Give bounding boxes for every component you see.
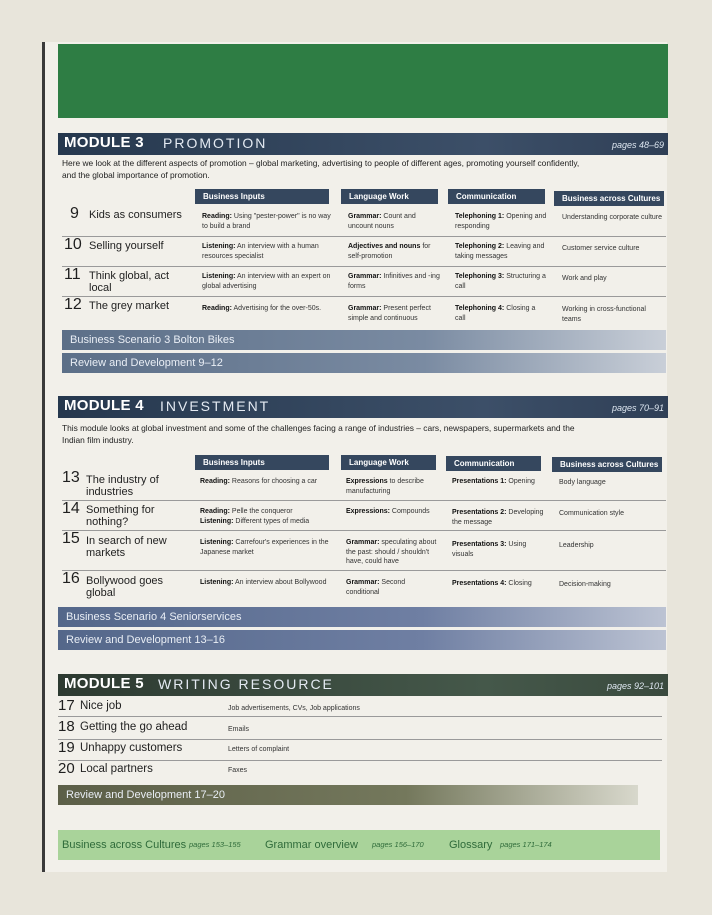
module-3-header [58,133,668,155]
module-label: MODULE 4 [64,397,144,414]
unit-language: Adjectives and nouns for self-promotion [348,243,431,260]
module-title: PROMOTION [163,135,268,151]
unit-number: 17 [58,697,75,714]
unit-communication: Presentations 3: Using visuals [452,541,527,558]
unit-culture: Body language [559,479,606,486]
header-business-inputs: Business Inputs [195,189,329,204]
row-divider [62,266,666,267]
unit-language: Grammar: Present perfect simple and continuous [348,305,431,322]
unit-title: Something for nothing? [86,504,155,528]
footer-resources [58,830,660,860]
row-divider [62,570,666,571]
header-language-work: Language Work [341,455,436,470]
unit-communication: Telephoning 2: Leaving and taking messages [455,243,545,260]
unit-number: 13 [62,469,80,486]
unit-language: Grammar: Second conditional [346,579,406,596]
unit-communication: Presentations 1: Opening [452,478,535,485]
unit-communication: Telephoning 1: Opening and responding [455,213,547,230]
unit-title: Unhappy customers [80,742,183,754]
unit-inputs: Reading: Reasons for choosing a car [200,478,318,485]
review-bar: Review and Development 17–20 [58,785,638,805]
row-divider [62,500,666,501]
unit-number: 11 [64,266,81,283]
unit-language: Expressions: Compounds [346,508,430,515]
row-divider [58,760,662,761]
header-business-across-cultures: Business across Cultures [554,191,664,206]
unit-number: 9 [70,205,79,222]
unit-description: Letters of complaint [228,746,290,753]
module-5-header [58,674,668,696]
unit-title: The grey market [89,300,170,312]
unit-number: 12 [64,296,82,313]
unit-inputs: Reading: Using "pester-power" is no way to build a brand [202,213,331,230]
unit-title: In search of new markets [86,535,167,559]
footer-culture-pages: pages 153–155 [189,840,241,849]
header-language-work: Language Work [341,189,438,204]
unit-number: 14 [62,500,80,517]
unit-culture: Leadership [559,542,594,549]
unit-title: Bollywood goes global [86,575,164,599]
unit-culture: Customer service culture [562,245,640,252]
unit-inputs: Reading: Advertising for the over-50s. [202,305,322,312]
unit-communication: Telephoning 3: Structuring a call [455,273,546,290]
module-label: MODULE 3 [64,134,144,151]
green-header-band [58,44,668,118]
unit-number: 15 [62,530,80,547]
unit-language: Grammar: Infinitives and -ing forms [348,273,440,290]
review-bar: Review and Development 13–16 [58,630,666,650]
unit-culture: Decision-making [559,581,611,588]
unit-inputs: Listening: An interview with a human resources specialist [202,243,319,260]
module-4-intro: This module looks at global investment and some of the challenges facing a range of industries – cars, newspapers, supermarkets and the Indian film industry. [62,423,575,445]
unit-number: 19 [58,739,75,756]
unit-title: Nice job [80,700,122,712]
row-divider [62,236,666,237]
unit-communication: Telephoning 4: Closing a call [455,305,536,322]
unit-culture: Communication style [559,510,624,517]
unit-communication: Presentations 2: Developing the message [452,509,544,526]
module-pages: pages 48–69 [611,140,664,150]
unit-description: Emails [228,726,250,733]
header-communication: Communication [448,189,545,204]
unit-language: Grammar: speculating about the past: should / shouldn't have, could have [346,539,437,565]
header-communication: Communication [446,456,541,471]
row-divider [58,739,662,740]
unit-culture: Understanding corporate culture [562,214,663,221]
module-pages: pages 92–101 [606,681,664,691]
unit-communication: Presentations 4: Closing [452,580,532,587]
unit-inputs: Listening: Carrefour's experiences in the Japanese market [200,539,329,556]
unit-inputs: Listening: An interview with an expert on global advertising [202,273,331,290]
unit-culture: Working in cross-functional teams [562,306,646,323]
unit-title: Local partners [80,763,153,775]
footer-grammar-pages: pages 156–170 [372,840,424,849]
footer-culture: Business across Cultures [62,839,187,851]
unit-number: 10 [64,236,82,253]
footer-grammar: Grammar overview [265,839,358,851]
unit-title: The industry of industries [86,474,159,498]
unit-number: 20 [58,760,75,777]
unit-title: Think global, act local [89,270,170,294]
module-4-header [58,396,668,418]
unit-description: Job advertisements, CVs, Job applications [228,705,360,712]
unit-number: 18 [58,718,75,735]
book-spine [42,42,45,872]
module-title: INVESTMENT [160,398,271,414]
business-scenario-bar: Business Scenario 3 Bolton Bikes [62,330,666,350]
unit-title: Getting the go ahead [80,721,188,733]
unit-culture: Work and play [562,275,607,282]
row-divider [58,716,662,717]
module-pages: pages 70–91 [611,403,664,413]
unit-inputs: Listening: An interview about Bollywood [200,579,327,586]
module-label: MODULE 5 [64,675,144,692]
header-business-inputs: Business Inputs [195,455,329,470]
unit-description: Faxes [228,767,248,774]
module-3-intro: Here we look at the different aspects of promotion – global marketing, advertising to people of different ages, promoting yourself confidently, and the global importance of promotion. [62,158,580,180]
module-title: WRITING RESOURCE [158,676,334,692]
unit-title: Kids as consumers [89,209,182,221]
unit-number: 16 [62,570,80,587]
review-bar: Review and Development 9–12 [62,353,666,373]
unit-inputs: Reading: Pelle the conqueror Listening: Different types of media [200,508,310,525]
unit-title: Selling yourself [89,240,164,252]
footer-glossary-pages: pages 171–174 [500,840,552,849]
row-divider [62,296,666,297]
unit-language: Grammar: Count and uncount nouns [348,213,416,230]
unit-language: Expressions to describe manufacturing [346,478,424,495]
header-business-across-cultures: Business across Cultures [552,457,662,472]
business-scenario-bar: Business Scenario 4 Seniorservices [58,607,666,627]
row-divider [62,530,666,531]
footer-glossary: Glossary [449,839,493,851]
